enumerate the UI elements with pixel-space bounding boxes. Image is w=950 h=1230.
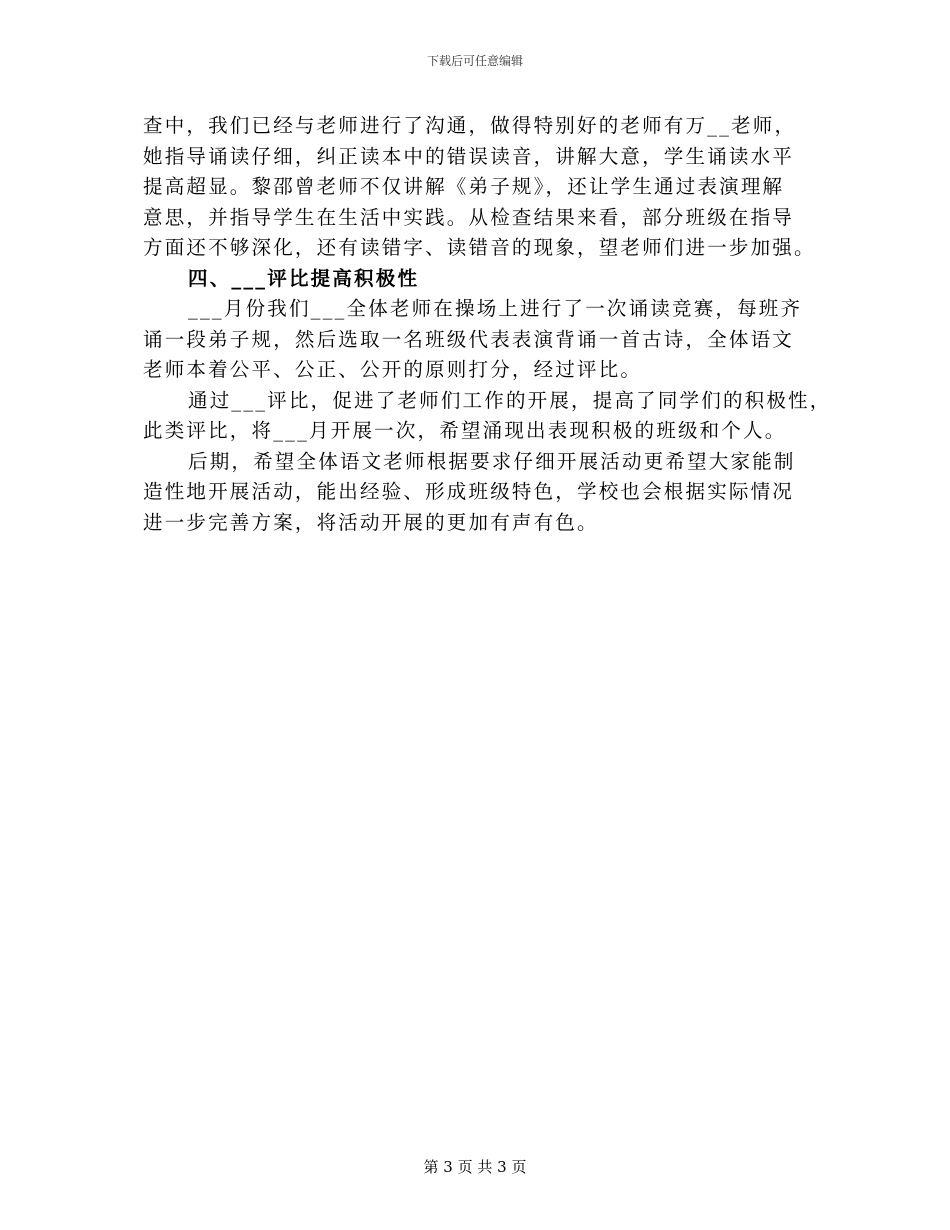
- page-number: 第 3 页 共 3 页: [423, 1158, 527, 1176]
- document-body: [143, 111, 833, 538]
- paragraph-line: 老师本着公平、公正、公开的原则打分，经过评比。: [143, 358, 643, 381]
- paragraph-line: 查中，我们已经与老师进行了沟通，做得特别好的老师有万__老师，: [143, 114, 797, 137]
- paragraph-line: 意思，并指导学生在生活中实践。从检查结果来看，部分班级在指导: [143, 205, 795, 229]
- paragraph-line: 诵一段弟子规，然后选取一名班级代表表演背诵一首古诗，全体语文: [143, 327, 795, 351]
- paragraph-line: 此类评比，将___月开展一次，希望涌现出表现积极的班级和个人。: [143, 419, 787, 442]
- page-header-note: 下载后可任意编辑: [426, 54, 523, 68]
- paragraph-line: 后期，希望全体语文老师根据要求仔细开展活动更希望大家能制: [188, 449, 796, 473]
- paragraph-line: 提高超显。黎邵曾老师不仅讲解《弟子规》，还让学生通过表演理解: [143, 175, 785, 198]
- section-heading: 四、___评比提高积极性: [188, 266, 420, 290]
- paragraph-line: 造性地开展活动，能出经验、形成班级特色，学校也会根据实际情况: [143, 480, 795, 503]
- paragraph-line: 进一步完善方案，将活动开展的更加有声有色。: [143, 510, 599, 534]
- paragraph-line: 方面还不够深化，还有读错字、读错音的现象，望老师们进一步加强。: [143, 236, 816, 259]
- paragraph-line: ___月份我们___全体老师在操场上进行了一次诵读竞赛，每班齐: [188, 297, 803, 320]
- paragraph-line: 通过___评比，促进了老师们工作的开展，提高了同学们的积极性，: [188, 388, 832, 412]
- paragraph-line: 她指导诵读仔细，纠正读本中的错误读音，讲解大意，学生诵读水平: [143, 144, 795, 168]
